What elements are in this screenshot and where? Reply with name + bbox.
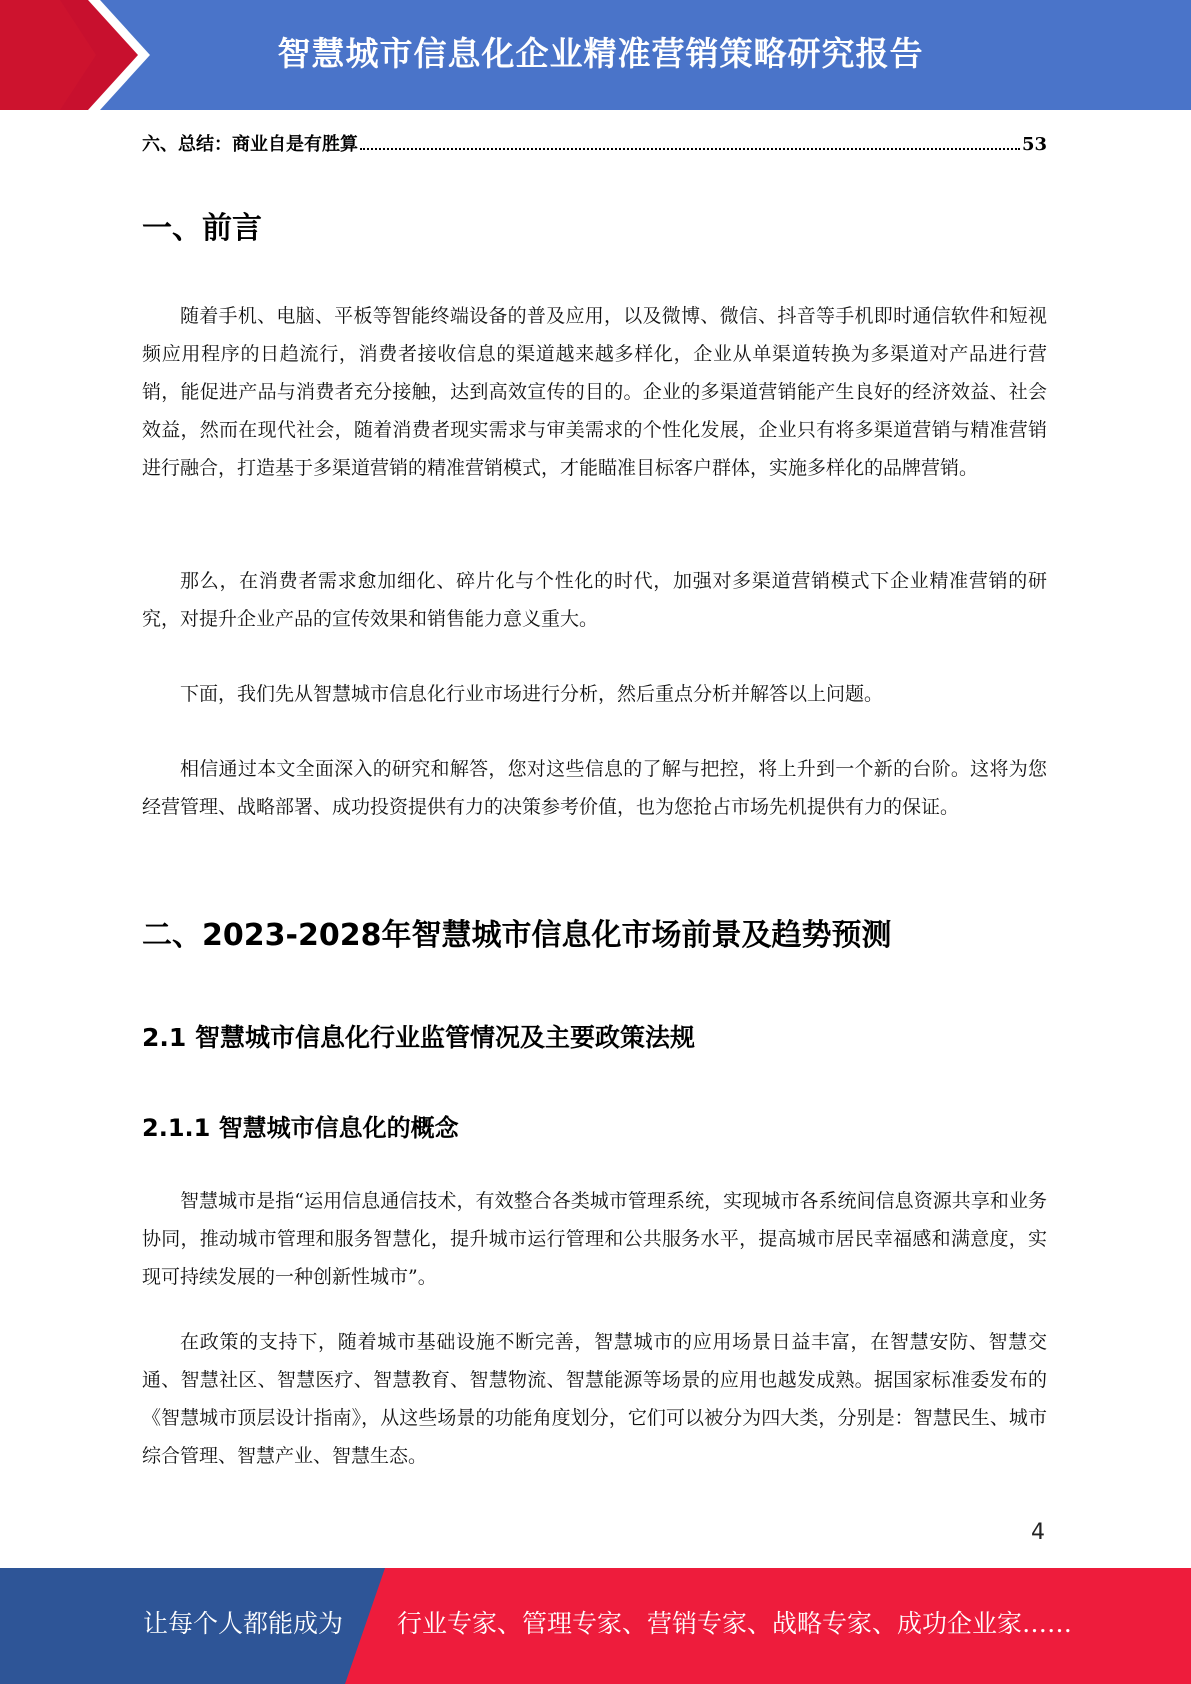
footer-slogan-right: 行业专家、管理专家、营销专家、战略专家、成功企业家…… — [397, 1609, 1073, 1638]
intro-paragraph-2: 那么，在消费者需求愈加细化、碎片化与个性化的时代，加强对多渠道营销模式下企业精准营销的研究，对提升企业产品的宣传效果和销售能力意义重大。 — [142, 570, 1047, 630]
toc-dot-leader — [360, 148, 1020, 150]
section-heading-forecast: 二、2023-2028年智慧城市信息化市场前景及趋势预测 — [142, 918, 892, 953]
concept-paragraph-2: 在政策的支持下，随着城市基础设施不断完善，智慧城市的应用场景日益丰富，在智慧安防、智慧交通、智慧社区、智慧医疗、智慧教育、智慧物流、智慧能源等场景的应用也越发成熟。据国家标准委发布的《智慧城市顶层设计指南》，从这些场景的功能角度划分，它们可以被分为四大类，分别是：智慧民生、城市综合管理、智慧产业、智慧生态。 — [142, 1331, 1047, 1467]
toc-entry-page: 53 — [1021, 134, 1047, 155]
subsection-heading: 2.1 智慧城市信息化行业监管情况及主要政策法规 — [142, 1023, 695, 1052]
subsubsection-heading: 2.1.1 智慧城市信息化的概念 — [142, 1114, 459, 1142]
intro-paragraph-3: 下面，我们先从智慧城市信息化行业市场进行分析，然后重点分析并解答以上问题。 — [180, 683, 884, 705]
footer-slogan-left: 让每个人都能成为 — [143, 1609, 344, 1638]
toc-entry[interactable] — [142, 130, 1047, 156]
toc-entry-label: 六、总结：商业自是有胜算 — [142, 134, 358, 155]
page-number: 4 — [1031, 1520, 1045, 1545]
intro-paragraph-4: 相信通过本文全面深入的研究和解答，您对这些信息的了解与把控，将上升到一个新的台阶。这将为您经营管理、战略部署、成功投资提供有力的决策参考价值，也为您抢占市场先机提供有力的保证。 — [142, 758, 1047, 818]
intro-paragraph-1: 随着手机、电脑、平板等智能终端设备的普及应用，以及微博、微信、抖音等手机即时通信软件和短视频应用程序的日趋流行，消费者接收信息的渠道越来越多样化，企业从单渠道转换为多渠道对产品进行营销，能促进产品与消费者充分接触，达到高效宣传的目的。企业的多渠道营销能产生良好的经济效益、社会效益，然而在现代社会，随着消费者现实需求与审美需求的个性化发展，企业只有将多渠道营销与精准营销进行融合，打造基于多渠道营销的精准营销模式，才能瞄准目标客户群体，实施多样化的品牌营销。 — [142, 305, 1047, 479]
report-title: 智慧城市信息化企业精准营销策略研究报告 — [277, 34, 924, 73]
section-heading-intro: 一、前言 — [142, 211, 262, 246]
concept-paragraph-1: 智慧城市是指“运用信息通信技术，有效整合各类城市管理系统，实现城市各系统间信息资源共享和业务协同，推动城市管理和服务智慧化，提升城市运行管理和公共服务水平，提高城市居民幸福感和满意度，实现可持续发展的一种创新性城市”。 — [142, 1190, 1047, 1288]
page-header — [0, 0, 1191, 110]
page-footer — [0, 1568, 1191, 1684]
